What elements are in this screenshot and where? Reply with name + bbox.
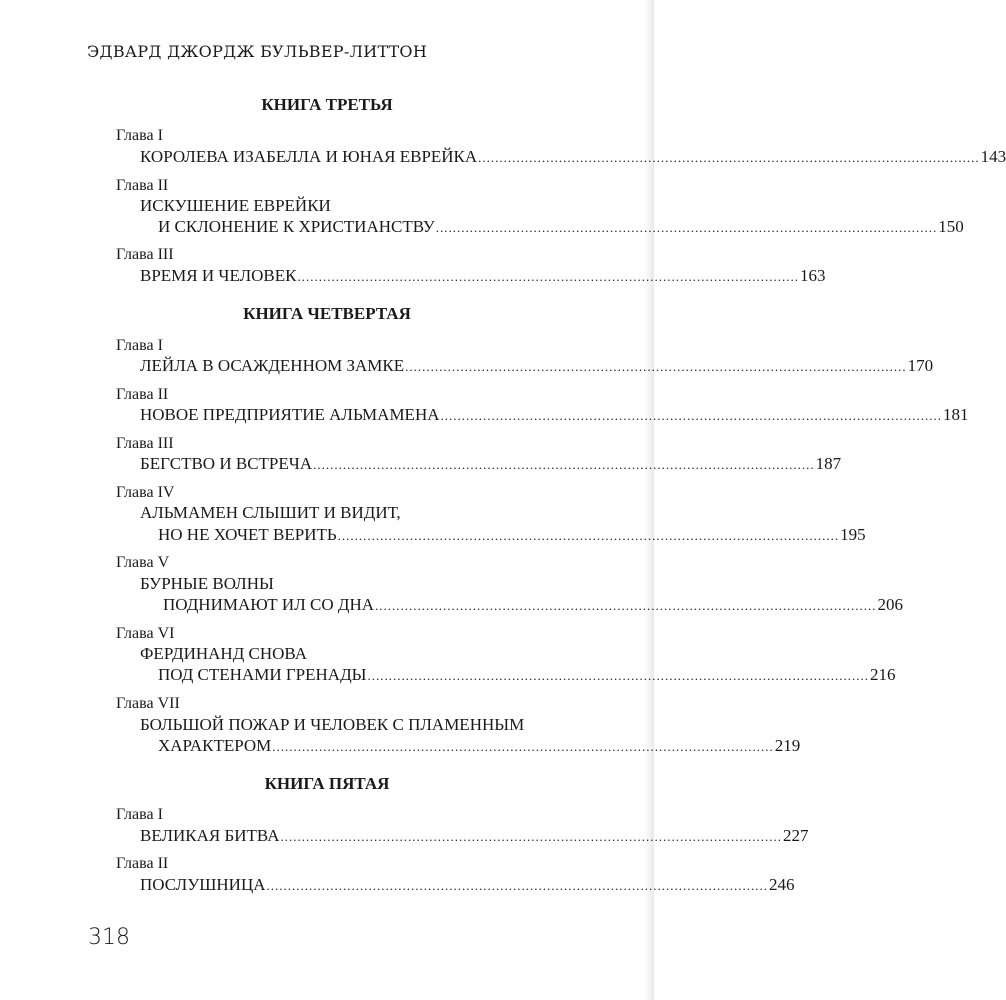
page-number: 318 [88, 925, 130, 950]
toc-entry[interactable] [140, 454, 842, 476]
page-ref: 219 [774, 736, 801, 755]
book-title: КНИГА ПЯТАЯ [264, 774, 390, 793]
toc-entry[interactable] [158, 525, 866, 547]
chapter-label: Глава II [116, 386, 169, 403]
page-ref: 150 [938, 217, 964, 236]
dot-leader: ...................................................................................................................... [367, 668, 869, 683]
toc-entry[interactable] [140, 875, 795, 897]
chapter-title: КОРОЛЕВА ИЗАБЕЛЛА И ЮНАЯ ЕВРЕЙКА [140, 147, 478, 166]
chapter-title-continued: НО НЕ ХОЧЕТ ВЕРИТЬ [158, 525, 337, 544]
chapter-title: ВЕЛИКАЯ БИТВА [140, 826, 280, 845]
toc-entry[interactable] [140, 356, 934, 378]
page-ref: 187 [815, 454, 842, 473]
dot-leader: ...................................................................................................................... [266, 878, 768, 893]
toc-entry[interactable] [158, 217, 964, 239]
chapter-label: Глава V [116, 554, 170, 571]
chapter-title: ИСКУШЕНИЕ ЕВРЕЙКИ [140, 196, 331, 215]
toc-entry[interactable] [140, 826, 809, 848]
dot-leader: ...................................................................................................................... [297, 269, 799, 284]
chapter-title-continued: ПОД СТЕНАМИ ГРЕНАДЫ [158, 665, 367, 684]
chapter-label: Глава VII [116, 695, 180, 712]
chapter-label: Глава I [116, 806, 163, 823]
toc-entry[interactable] [140, 266, 826, 288]
toc-entry[interactable] [140, 147, 1006, 169]
toc-entry[interactable] [158, 736, 801, 758]
page-ref: 246 [769, 875, 795, 894]
page-ref: 195 [840, 525, 866, 544]
chapter-title: АЛЬМАМЕН СЛЫШИТ И ВИДИТ, [140, 503, 401, 522]
chapter-title: ВРЕМЯ И ЧЕЛОВЕК [140, 266, 297, 285]
toc-entry[interactable] [158, 665, 896, 687]
chapter-label: Глава VI [116, 625, 175, 642]
page-ref: 181 [943, 405, 969, 424]
dot-leader: ...................................................................................................................... [272, 739, 774, 754]
book-title: КНИГА ТРЕТЬЯ [261, 95, 393, 114]
toc-entry[interactable] [140, 405, 969, 427]
dot-leader: ...................................................................................................................... [440, 408, 942, 423]
chapter-title: БОЛЬШОЙ ПОЖАР И ЧЕЛОВЕК С ПЛАМЕННЫМ [140, 715, 525, 734]
chapter-title: БЕГСТВО И ВСТРЕЧА [140, 454, 313, 473]
chapter-label: Глава II [116, 177, 169, 194]
chapter-title: ЛЕЙЛА В ОСАЖДЕННОМ ЗАМКЕ [140, 356, 405, 375]
dot-leader: ...................................................................................................................... [313, 457, 815, 472]
page-ref: 163 [800, 266, 826, 285]
chapter-title-continued: ХАРАКТЕРОМ [158, 736, 272, 755]
dot-leader: ...................................................................................................................... [478, 150, 980, 165]
chapter-title: БУРНЫЕ ВОЛНЫ [140, 574, 274, 593]
dot-leader: ...................................................................................................................... [280, 829, 782, 844]
page-ref: 143 [980, 147, 1006, 166]
chapter-label: Глава I [116, 127, 163, 144]
dot-leader: ...................................................................................................................... [435, 220, 938, 235]
chapter-title-continued: ПОДНИМАЮТ ИЛ СО ДНА [163, 595, 375, 614]
page-ref: 227 [782, 826, 809, 845]
chapter-label: Глава III [116, 435, 174, 452]
toc-entry[interactable] [163, 595, 904, 617]
book-title: КНИГА ЧЕТВЕРТАЯ [243, 304, 411, 323]
chapter-title: ФЕРДИНАНД СНОВА [140, 644, 307, 663]
page-ref: 170 [907, 356, 934, 375]
page-ref: 216 [870, 665, 896, 684]
running-head: ЭДВАРД ДЖОРДЖ БУЛЬВЕР-ЛИТТОН [87, 42, 428, 61]
dot-leader: ...................................................................................................................... [375, 598, 877, 613]
chapter-title-continued: И СКЛОНЕНИЕ К ХРИСТИАНСТВУ [158, 217, 435, 236]
chapter-label: Глава I [116, 337, 163, 354]
dot-leader: ...................................................................................................................... [405, 359, 907, 374]
dot-leader: ...................................................................................................................... [337, 528, 840, 543]
page-ref: 206 [877, 595, 904, 614]
chapter-label: Глава II [116, 855, 169, 872]
chapter-title: ПОСЛУШНИЦА [140, 875, 266, 894]
chapter-label: Глава III [116, 246, 174, 263]
chapter-title: НОВОЕ ПРЕДПРИЯТИЕ АЛЬМАМЕНА [140, 405, 440, 424]
chapter-label: Глава IV [116, 484, 175, 501]
